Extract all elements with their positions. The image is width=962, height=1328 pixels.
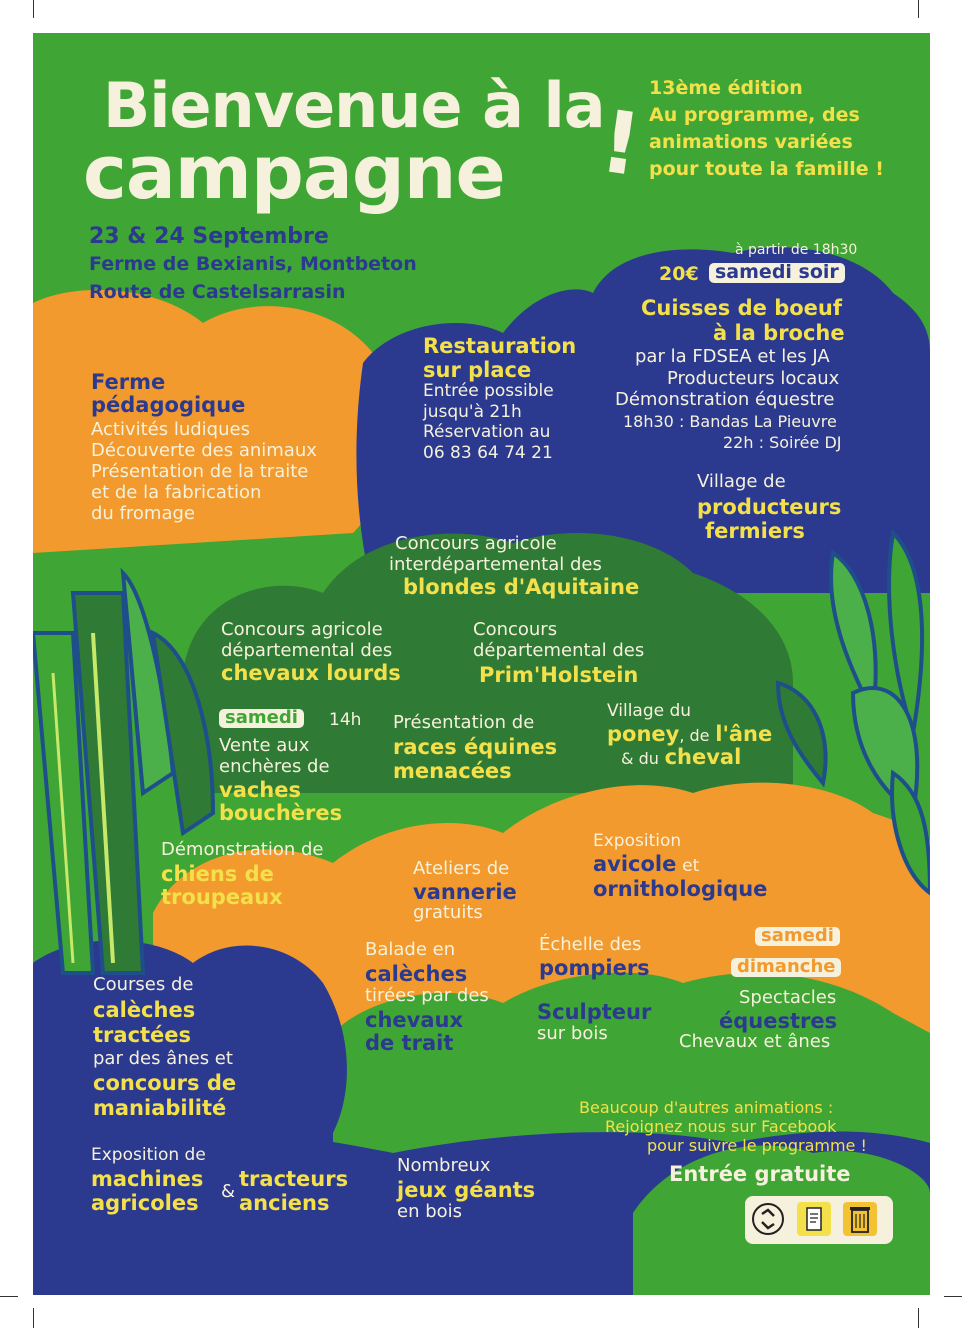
edition-line-3: animations variées [649, 131, 853, 153]
paper-icon [797, 1202, 831, 1236]
footer-line-3: pour suivre le programme ! [647, 1136, 867, 1155]
pompiers-heading: pompiers [539, 956, 650, 980]
vente-time: 14h [329, 710, 362, 730]
spectacles-heading: équestres [719, 1009, 838, 1033]
avicole-heading: avicole [593, 852, 677, 876]
chevaux-lourds-line-1: Concours agricole [221, 619, 383, 640]
tracteurs-heading-1: tracteurs [239, 1167, 349, 1191]
vannerie-line-1: Ateliers de [413, 858, 510, 879]
courses-heading-3: concours de [93, 1071, 237, 1095]
races-heading-1: races équines [393, 735, 558, 759]
crop-mark [918, 0, 919, 18]
pompiers-line: Échelle des [539, 934, 642, 955]
crop-mark [0, 1296, 18, 1297]
vannerie-line-2: gratuits [413, 902, 483, 923]
restauration-line-3: Réservation au [423, 422, 551, 442]
jeux-heading: jeux géants [397, 1178, 536, 1202]
chevaux-lourds-line-2: départemental des [221, 640, 393, 661]
chiens-heading-2: troupeaux [161, 885, 283, 909]
courses-line-2: par des ânes et [93, 1048, 233, 1069]
spectacles-badge-2: dimanche [731, 958, 841, 977]
courses-heading-1: calèches [93, 998, 196, 1022]
crop-mark [33, 1308, 34, 1328]
village-producteurs-heading-2: fermiers [705, 519, 805, 543]
races-heading-2: menacées [393, 759, 512, 783]
chiens-heading-1: chiens de [161, 862, 274, 886]
entree-gratuite: Entrée gratuite [669, 1162, 851, 1186]
evening-line-4: 18h30 : Bandas La Pieuvre [623, 412, 837, 431]
restauration-heading-1: Restauration [423, 334, 577, 358]
avicole-line-2: avicole et [593, 852, 700, 876]
poney-line-2: poney, de l'âne [607, 722, 773, 746]
crop-mark [944, 1296, 962, 1297]
ane-heading: l'âne [715, 722, 773, 746]
caleches-line-1: Balade en [365, 939, 456, 960]
spectacles-badge-1: samedi [755, 927, 840, 946]
evening-line-1: par la FDSEA et les JA [635, 346, 830, 367]
courses-heading-2: tractées [93, 1023, 192, 1047]
races-line: Présentation de [393, 712, 535, 733]
edition-number: 13ème édition [649, 77, 803, 99]
machines-ampersand: & [221, 1181, 236, 1202]
poster [33, 33, 930, 1295]
village-producteurs-line: Village de [697, 471, 786, 492]
avicole-line: Exposition [593, 831, 682, 851]
chiens-line: Démonstration de [161, 839, 324, 860]
ferme-line-4: et de la fabrication [91, 482, 262, 503]
machines-heading-1: machines [91, 1167, 204, 1191]
caleches-line-2: tirées par des [365, 985, 489, 1006]
sculpteur-line: sur bois [537, 1023, 608, 1044]
prim-line-2: départemental des [473, 640, 645, 661]
restauration-phone: 06 83 64 74 21 [423, 443, 553, 463]
spectacles-line-2: Chevaux et ânes [679, 1031, 831, 1052]
blondes-heading: blondes d'Aquitaine [403, 575, 640, 599]
evening-headline-1: Cuisses de boeuf [641, 296, 842, 320]
evening-price: 20€ [659, 263, 699, 285]
evening-badge: samedi soir [709, 263, 845, 283]
evening-start-time: à partir de 18h30 [735, 242, 858, 258]
spectacles-line-1: Spectacles [739, 987, 837, 1008]
title-exclaim: ! [594, 91, 647, 197]
poney-line: Village du [607, 701, 692, 721]
ferme-heading-2: pédagogique [91, 393, 246, 417]
vannerie-heading: vannerie [413, 880, 517, 904]
logo-strip [745, 1196, 893, 1244]
recycle-icon [751, 1202, 785, 1236]
ferme-line-5: du fromage [91, 503, 195, 524]
tracteurs-heading-2: anciens [239, 1191, 330, 1215]
vente-line-2: enchères de [219, 756, 330, 777]
vente-heading-2: bouchères [219, 801, 343, 825]
vente-line-1: Vente aux [219, 735, 310, 756]
evening-line-2: Producteurs locaux [667, 368, 840, 389]
crop-mark [33, 0, 34, 18]
prim-line-1: Concours [473, 619, 558, 640]
ferme-line-1: Activités ludiques [91, 419, 250, 440]
restauration-heading-2: sur place [423, 358, 532, 382]
jeux-line-1: Nombreux [397, 1155, 491, 1176]
event-place: Ferme de Bexianis, Montbeton [89, 253, 417, 275]
edition-line-4: pour toute la famille ! [649, 158, 884, 180]
ferme-heading-1: Ferme [91, 370, 166, 394]
caleches-heading-3: de trait [365, 1031, 454, 1055]
vente-badge: samedi [219, 709, 304, 728]
tri-bin-icon [843, 1202, 877, 1236]
caleches-heading-1: calèches [365, 962, 468, 986]
ferme-line-3: Présentation de la traite [91, 461, 309, 482]
sculpteur-heading: Sculpteur [537, 1000, 652, 1024]
poney-heading: poney [607, 722, 680, 746]
cheval-heading: cheval [664, 745, 742, 769]
courses-line-1: Courses de [93, 974, 194, 995]
evening-headline-2: à la broche [713, 321, 845, 345]
machines-line: Exposition de [91, 1145, 206, 1165]
caleches-heading-2: chevaux [365, 1008, 463, 1032]
blondes-line-2: interdépartemental des [389, 554, 602, 575]
title-line-1: Bienvenue à la [103, 69, 605, 142]
ornithologique-heading: ornithologique [593, 877, 768, 901]
courses-heading-4: maniabilité [93, 1096, 227, 1120]
restauration-line-1: Entrée possible [423, 381, 554, 401]
machines-heading-2: agricoles [91, 1191, 199, 1215]
jeux-line-2: en bois [397, 1201, 463, 1222]
footer-line-2: Rejoignez nous sur Facebook [605, 1117, 837, 1136]
evening-line-5: 22h : Soirée DJ [723, 433, 842, 452]
title-line-2: campagne [83, 130, 505, 216]
footer-line-1: Beaucoup d'autres animations : [579, 1098, 834, 1117]
evening-line-3: Démonstration équestre [615, 389, 835, 410]
event-date: 23 & 24 Septembre [89, 224, 329, 249]
crop-mark [918, 1308, 919, 1328]
village-producteurs-heading-1: producteurs [697, 495, 842, 519]
chevaux-lourds-heading: chevaux lourds [221, 661, 401, 685]
edition-line-2: Au programme, des [649, 104, 860, 126]
event-road: Route de Castelsarrasin [89, 281, 346, 303]
vente-heading-1: vaches [219, 778, 302, 802]
poney-line-3: & du cheval [621, 745, 742, 769]
prim-heading: Prim'Holstein [479, 663, 639, 687]
ferme-line-2: Découverte des animaux [91, 440, 317, 461]
blondes-line-1: Concours agricole [395, 533, 557, 554]
restauration-line-2: jusqu'à 21h [423, 402, 522, 422]
